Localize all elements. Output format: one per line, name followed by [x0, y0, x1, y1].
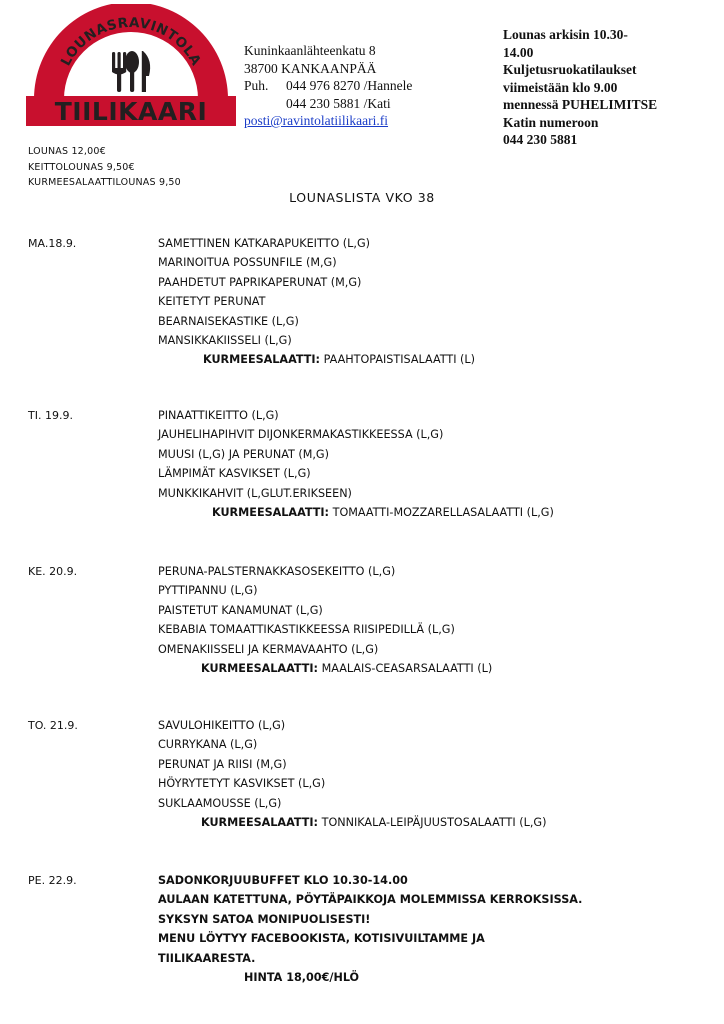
restaurant-logo [26, 4, 236, 128]
price-lunch: LOUNAS 12,00€ [28, 146, 106, 157]
dish-item: MUNKKIKAHVIT (L,GLUT.ERIKSEEN) [158, 486, 352, 500]
salad-name: PAAHTOPAISTISALAATTI (L) [323, 353, 476, 367]
dish-item: LÄMPIMÄT KASVIKSET (L,G) [158, 467, 311, 481]
phone-number-1: 044 976 8270 /Hannele [286, 78, 413, 93]
buffet-price: HINTA 18,00€/HLÖ [244, 971, 360, 985]
buffet-line: MENU LÖYTYY FACEBOOKISTA, KOTISIVUILTAMME JA [158, 932, 485, 946]
city-address: 38700 KANKAANPÄÄ [244, 60, 377, 76]
dish-list [158, 406, 554, 522]
salad-label: KURMEESALAATTI: [203, 353, 321, 367]
dish-item: PAISTETUT KANAMUNAT (L,G) [158, 603, 323, 617]
day-label: KE. 20.9. [28, 565, 78, 578]
buffet-line: TIILIKAARESTA. [158, 951, 256, 965]
salad-name: MAALAIS-CEASARSALAATTI (L) [321, 662, 493, 676]
order-info-line: Kuljetusruokatilaukset [503, 62, 637, 77]
dish-item: PERUNAT JA RIISI (M,G) [158, 757, 287, 771]
contact-block [244, 42, 412, 130]
dish-list [158, 716, 546, 832]
dish-item: SAMETTINEN KATKARAPUKEITTO (L,G) [158, 237, 370, 250]
logo-name: TIILIKAARI [54, 97, 208, 126]
salad-line [158, 503, 554, 522]
salad-name: TOMAATTI-MOZZARELLASALAATTI (L,G) [332, 506, 554, 520]
salad-line [158, 659, 492, 678]
buffet-line: AULAAN KATETTUNA, PÖYTÄPAIKKOJA MOLEMMISSA KERROKSISSA. [158, 893, 583, 907]
dish-item: JAUHELIHAPIHVIT DIJONKERMAKASTIKKEESSA (L,G) [158, 428, 444, 442]
dish-item: MARINOITUA POSSUNFILE (M,G) [158, 256, 337, 270]
dish-item: BEARNAISEKASTIKE (L,G) [158, 314, 299, 328]
salad-label: KURMEESALAATTI: [212, 506, 330, 520]
salad-label: KURMEESALAATTI: [201, 662, 319, 676]
day-label: TO. 21.9. [28, 719, 78, 732]
friday-buffet [158, 871, 582, 987]
price-soup-lunch: KEITTOLOUNAS 9,50€ [28, 161, 135, 173]
buffet-line: SYKSYN SATOA MONIPUOLISESTI! [158, 912, 371, 926]
menu-title: LOUNASLISTA VKO 38 [289, 190, 435, 205]
salad-line [158, 813, 546, 832]
email-link[interactable]: posti@ravintolatiilikaari.fi [244, 113, 389, 128]
salad-name: TONNIKALA-LEIPÄJUUSTOSALAATTI (L,G) [321, 816, 547, 830]
dish-item: PAAHDETUT PAPRIKAPERUNAT (M,G) [158, 275, 362, 289]
phone-label: Puh. [244, 78, 269, 93]
dish-list [158, 562, 492, 678]
order-info-line: 14.00 [503, 44, 534, 60]
dish-item: PINAATTIKEITTO (L,G) [158, 409, 279, 422]
day-label: PE. 22.9. [28, 874, 77, 887]
order-info-line: 044 230 5881 [503, 132, 578, 147]
price-list [28, 144, 181, 191]
order-info-line: Katin numeroon [503, 114, 599, 130]
order-info-line: viimeistään klo 9.00 [503, 79, 618, 95]
dish-item: PYTTIPANNU (L,G) [158, 584, 258, 598]
salad-label: KURMEESALAATTI: [201, 816, 319, 830]
dish-item: MANSIKKAKIISSELI (L,G) [158, 334, 292, 348]
day-label: TI. 19.9. [28, 409, 73, 422]
buffet-line: SADONKORJUUBUFFET KLO 10.30-14.00 [158, 874, 408, 887]
cutlery-icon [112, 51, 150, 92]
dish-item: KEITETYT PERUNAT [158, 295, 266, 309]
dish-item: HÖYRYTETYT KASVIKSET (L,G) [158, 777, 326, 791]
phone-number-2: 044 230 5881 /Kati [286, 95, 391, 111]
dish-list [158, 234, 475, 370]
dish-item: SAVULOHIKEITTO (L,G) [158, 719, 286, 732]
order-info [503, 26, 713, 149]
order-info-line: Lounas arkisin 10.30- [503, 27, 628, 42]
dish-item: MUUSI (L,G) JA PERUNAT (M,G) [158, 447, 329, 461]
order-info-line: mennessä PUHELIMITSE [503, 97, 658, 112]
price-salad-lunch: KURMEESALAATTILOUNAS 9,50 [28, 177, 181, 188]
dish-item: KEBABIA TOMAATTIKASTIKKEESSA RIISIPEDILLÄ (L,G) [158, 623, 455, 637]
street-address: Kuninkaanlähteenkatu 8 [244, 43, 376, 58]
dish-item: PERUNA-PALSTERNAKKASOSEKEITTO (L,G) [158, 565, 396, 578]
phone-line-1 [244, 77, 412, 95]
dish-item: OMENAKIISSELI JA KERMAVAAHTO (L,G) [158, 642, 379, 656]
dish-item: SUKLAAMOUSSE (L,G) [158, 796, 282, 810]
salad-line [158, 350, 475, 369]
dish-item: CURRYKANA (L,G) [158, 738, 258, 752]
day-label: MA.18.9. [28, 237, 77, 250]
logo-arc-text: LOUNASRAVINTOLA [57, 14, 205, 69]
